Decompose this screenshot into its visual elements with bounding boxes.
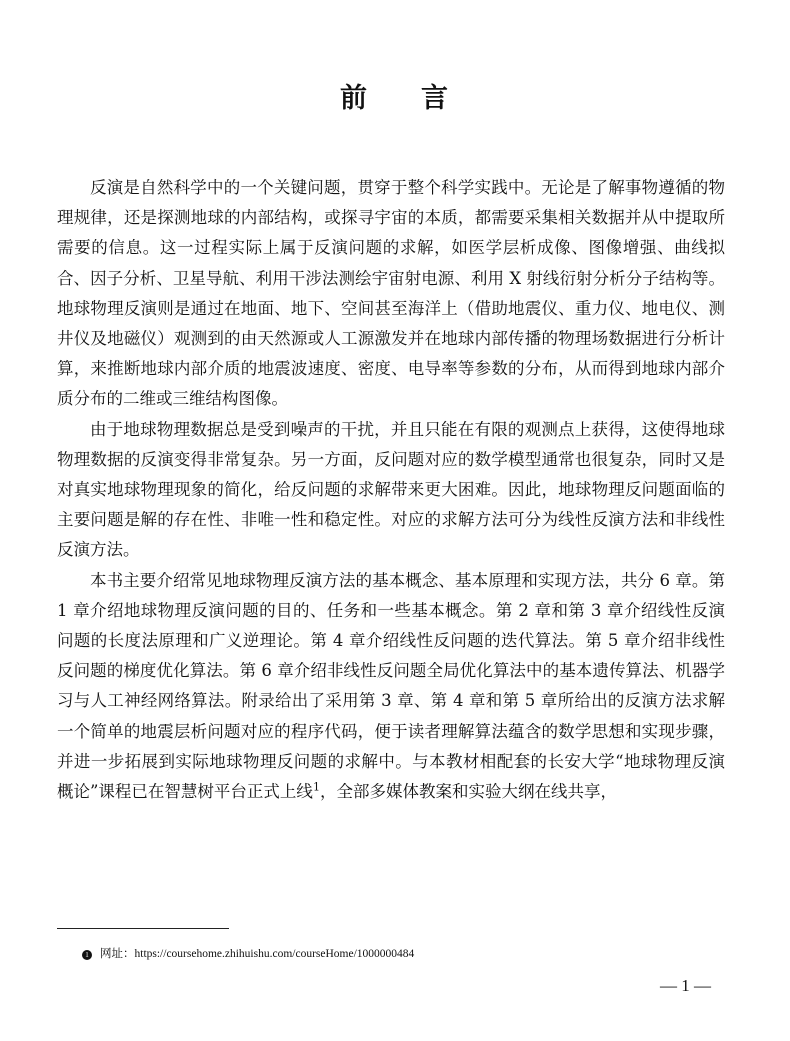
title-char-1: 前 xyxy=(340,83,369,114)
paragraph-3 xyxy=(57,566,725,808)
footnote-reference[interactable]: 1 xyxy=(312,780,320,794)
footnote-divider xyxy=(57,928,229,929)
title-char-2: 言 xyxy=(421,83,450,114)
paragraph-2: 由于地球物理数据总是受到噪声的干扰，并且只能在有限的观测点上获得，这使得地球物理数据的反演变得非常复杂。另一方面，反问题对应的数学模型通常也很复杂，同时又是对真实地球物理现象的简化，给反问题的求解带来更大困难。因此，地球物理反问题面临的主要问题是解的存在性、非唯一性和稳定性。对应的求解方法可分为线性反演方法和非线性反演方法。 xyxy=(57,419,725,560)
footnote-marker: 1 xyxy=(82,950,92,960)
body-text xyxy=(57,173,725,807)
paragraph-1: 反演是自然科学中的一个关键问题，贯穿于整个科学实践中。无论是了解事物遵循的物理规律，还是探测地球的内部结构，或探寻宇宙的本质，都需要采集相关数据并从中提取所需要的信息。这一过程实际上属于反演问题的求解，如医学层析成像、图像增强、曲线拟合、因子分析、卫星导航、利用干涉法测绘宇宙射电源、利用 X 射线衍射分析分子结构等。地球物理反演则是通过在地面、地下、空间甚至海洋上（借助地震仪、重力仪、地电仪、测井仪及地磁仪）观测到的由天然源或人工源激发并在地球内部传播的物理场数据进行分析计算，来推断地球内部介质的地震波速度、密度、电导率等参数的分布，从而得到地球内部介质分布的二维或三维结构图像。 xyxy=(57,178,725,409)
footnote xyxy=(82,945,414,961)
page-number: — 1 — xyxy=(660,976,711,995)
paragraph-3-text: 本书主要介绍常见地球物理反演方法的基本概念、基本原理和实现方法，共分 6 章。第 1 章介绍地球物理反演问题的目的、任务和一些基本概念。第 2 章和第 3 章介绍线性反演问题的长度法原理和广义逆理论。第 4 章介绍线性反问题的迭代算法。第 5 章介绍非线性反问题的梯度优化算法。第 6 章介绍非线性反问题全局优化算法中的基本遗传算法、机器学习与人工神经网络算法。附录给出了采用第 3 章、第 4 章和第 5 章所给出的反演方法求解一个简单的地震层析问题对应的程序代码，便于读者理解算法蕴含的数学思想和实现步骤，并进一步拓展到实际地球物理反问题的求解中。与本教材相配套的长安大学“地球物理反演概论”课程已在智慧树平台正式上线 xyxy=(57,570,725,802)
page-title xyxy=(0,76,790,115)
paragraph-3-tail: ，全部多媒体教案和实验大纲在线共享， xyxy=(319,782,617,802)
footnote-text: 网址：https://coursehome.zhihuishu.com/courseHome/1000000484 xyxy=(100,948,415,960)
